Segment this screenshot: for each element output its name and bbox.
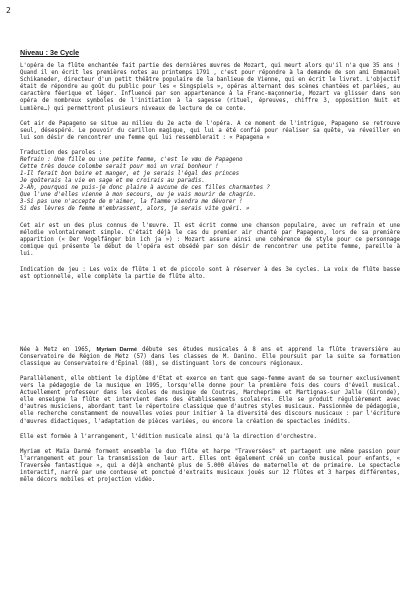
lyrics-block [20,150,400,213]
performance-note: Indication de jeu : Les voix de flûte 1 et de piccolo sont à réserver à des 3e cycles. La voix de flûte basse est optionnelle, elle complète la partie de flûte alto. [20,266,400,280]
bio-intro-rest: débute ses études musicales à 8 ans et apprend la flûte traversière au Conservatoire de Région de Metz (57) dans les classes de M. Danino. Elle poursuit par la suite sa formation classique au Conservatoire d'Épinal (88), se distinguant lors de concours régionaux. [20,346,400,367]
lyric-line: Refrain : Une fille ou une petite femme, c'est le vœu de Papageno [20,157,243,164]
bio-training-paragraph: Elle est formée à l'arrangement, l'édition musicale ainsi qu'à la direction d'orchestre. [20,433,317,440]
bio-intro-prefix: Née à Metz en 1965, [20,346,97,353]
lyric-line: Que l'une d'elles vienne à mon secours, ou je vais mourir de chagrin. [20,192,257,199]
bio-duo-paragraph: Myriam et Maïa Darmé forment ensemble le duo flûte et harpe "Traversées" et partagent une même passion pour l'arrangement et pour la transmission de leur art. Elles ont également créé un conte musical pour enfants, « Traversée fantastique », qui a déjà enchanté plus de 5.000 élèves de maternelle et de primaire. Le spectacle interactif, narré par une conteuse et ponctué d'extraits musicaux joués sur 12 flûtes et 3 harpes différentes, mêle décors mobiles et projection vidéo. [20,448,400,484]
lyric-line: 3-Si pas une n'accepte de m'aimer, la flamme viendra me dévorer ! [20,199,243,206]
biography-section [20,347,400,485]
lyric-line: Je goûterais la vie en sage et me croirais au paradis. [20,178,205,185]
document-body [20,48,400,492]
lyrics-title: Traduction des paroles : [20,149,103,156]
page-number: 2 [6,6,11,15]
section-heading: Niveau : 3e Cycle [20,48,80,57]
author-name: Myriam Darmé [96,346,137,353]
song-paragraph: Cet air est un des plus connus de l'œuvre. Il est écrit comme une chanson populaire, avec un refrain et une mélodie volontairement simple. C'était déjà le cas du premier air chanté par Papageno, lors de sa première apparition (« Der Vogelfänger bin ich ja ») : Mozart assure ainsi une cohérence de style pour ce personnage comique qui présente le début de l'opéra est obsédé par son désir de rencontrer une petite femme, pareille à lui. [20,223,400,258]
bio-career-paragraph: Parallèlement, elle obtient le diplôme d'Etat et exerce en tant que sage-femme avant de se tourner exclusivement vers la pédagogie de la musique en 1995, lorsqu'elle donne pour la première fois des cours d'éveil musical. Actuellement professeur dans les écoles de musique de Coutras, Marcheprime et Martignas-sur Jalle (Gironde), elle enseigne la flûte et intervient dans des établissements scolaires. Elle se produit régulièrement avec d'autres musiciens, abordant tant le répertoire classique que d'autres styles musicaux. Passionnée de pédagogie, elle recherche constamment de nouvelles voies pour initier à la diversité des discours musicaux : par l'écriture d'œuvres didactiques, l'adaptation de pièces variées, ou encore la création de spectacles inédits. [20,375,400,425]
papageno-paragraph: Cet air de Papageno se situe au milieu du 2e acte de l'opéra. A ce moment de l'intrigue, Papageno se retrouve seul, désespéré. Le pouvoir du carillon magique, qui lui a été confié pour réaliser sa quête, va réveiller en lui son désir de rencontrer une femme qui lui ressemblerait : « Papagena » [20,120,400,141]
lyric-line: Si des lèvres de femme m'embrassent, alors, je serais vite guéri. » [20,206,250,213]
lyric-line: 1-Il ferait bon boire et manger, et je serais l'égal des princes [20,171,240,178]
bio-intro-paragraph [20,347,400,368]
intro-paragraph: L'opéra de la flûte enchantée fait partie des dernières œuvres de Mozart, qui meurt alors qu'il n'a que 35 ans ! Quand il en écrit les premières notes au printemps 1791 , c'est pour répondre à la demande de son ami Emmanuel Schikaneder, directeur d'un petit théâtre populaire de la banlieue de Vienne, qui en écrit le livret. L'objectif était de répondre au goût du public pour les « Singspiels », opéras alternant des scènes chantées et parlées, au caractère féerique et léger. Influencé par son appartenance à la Franc-maçonnerie, Mozart va glisser dans son opéra de nombreux symboles de l'initiation à la sagesse (rituel, épreuves, chiffre 3, opposition Nuit et Lumière…) qui permettront plusieurs niveaux de lecture de ce conte. [20,63,400,112]
lyric-line: 2-Ah, pourquoi ne puis-je donc plaire à aucune de ces filles charmantes ? [20,185,270,192]
lyric-line: Cette très douce colombe serait pour moi un vrai bonheur ! [20,164,219,171]
